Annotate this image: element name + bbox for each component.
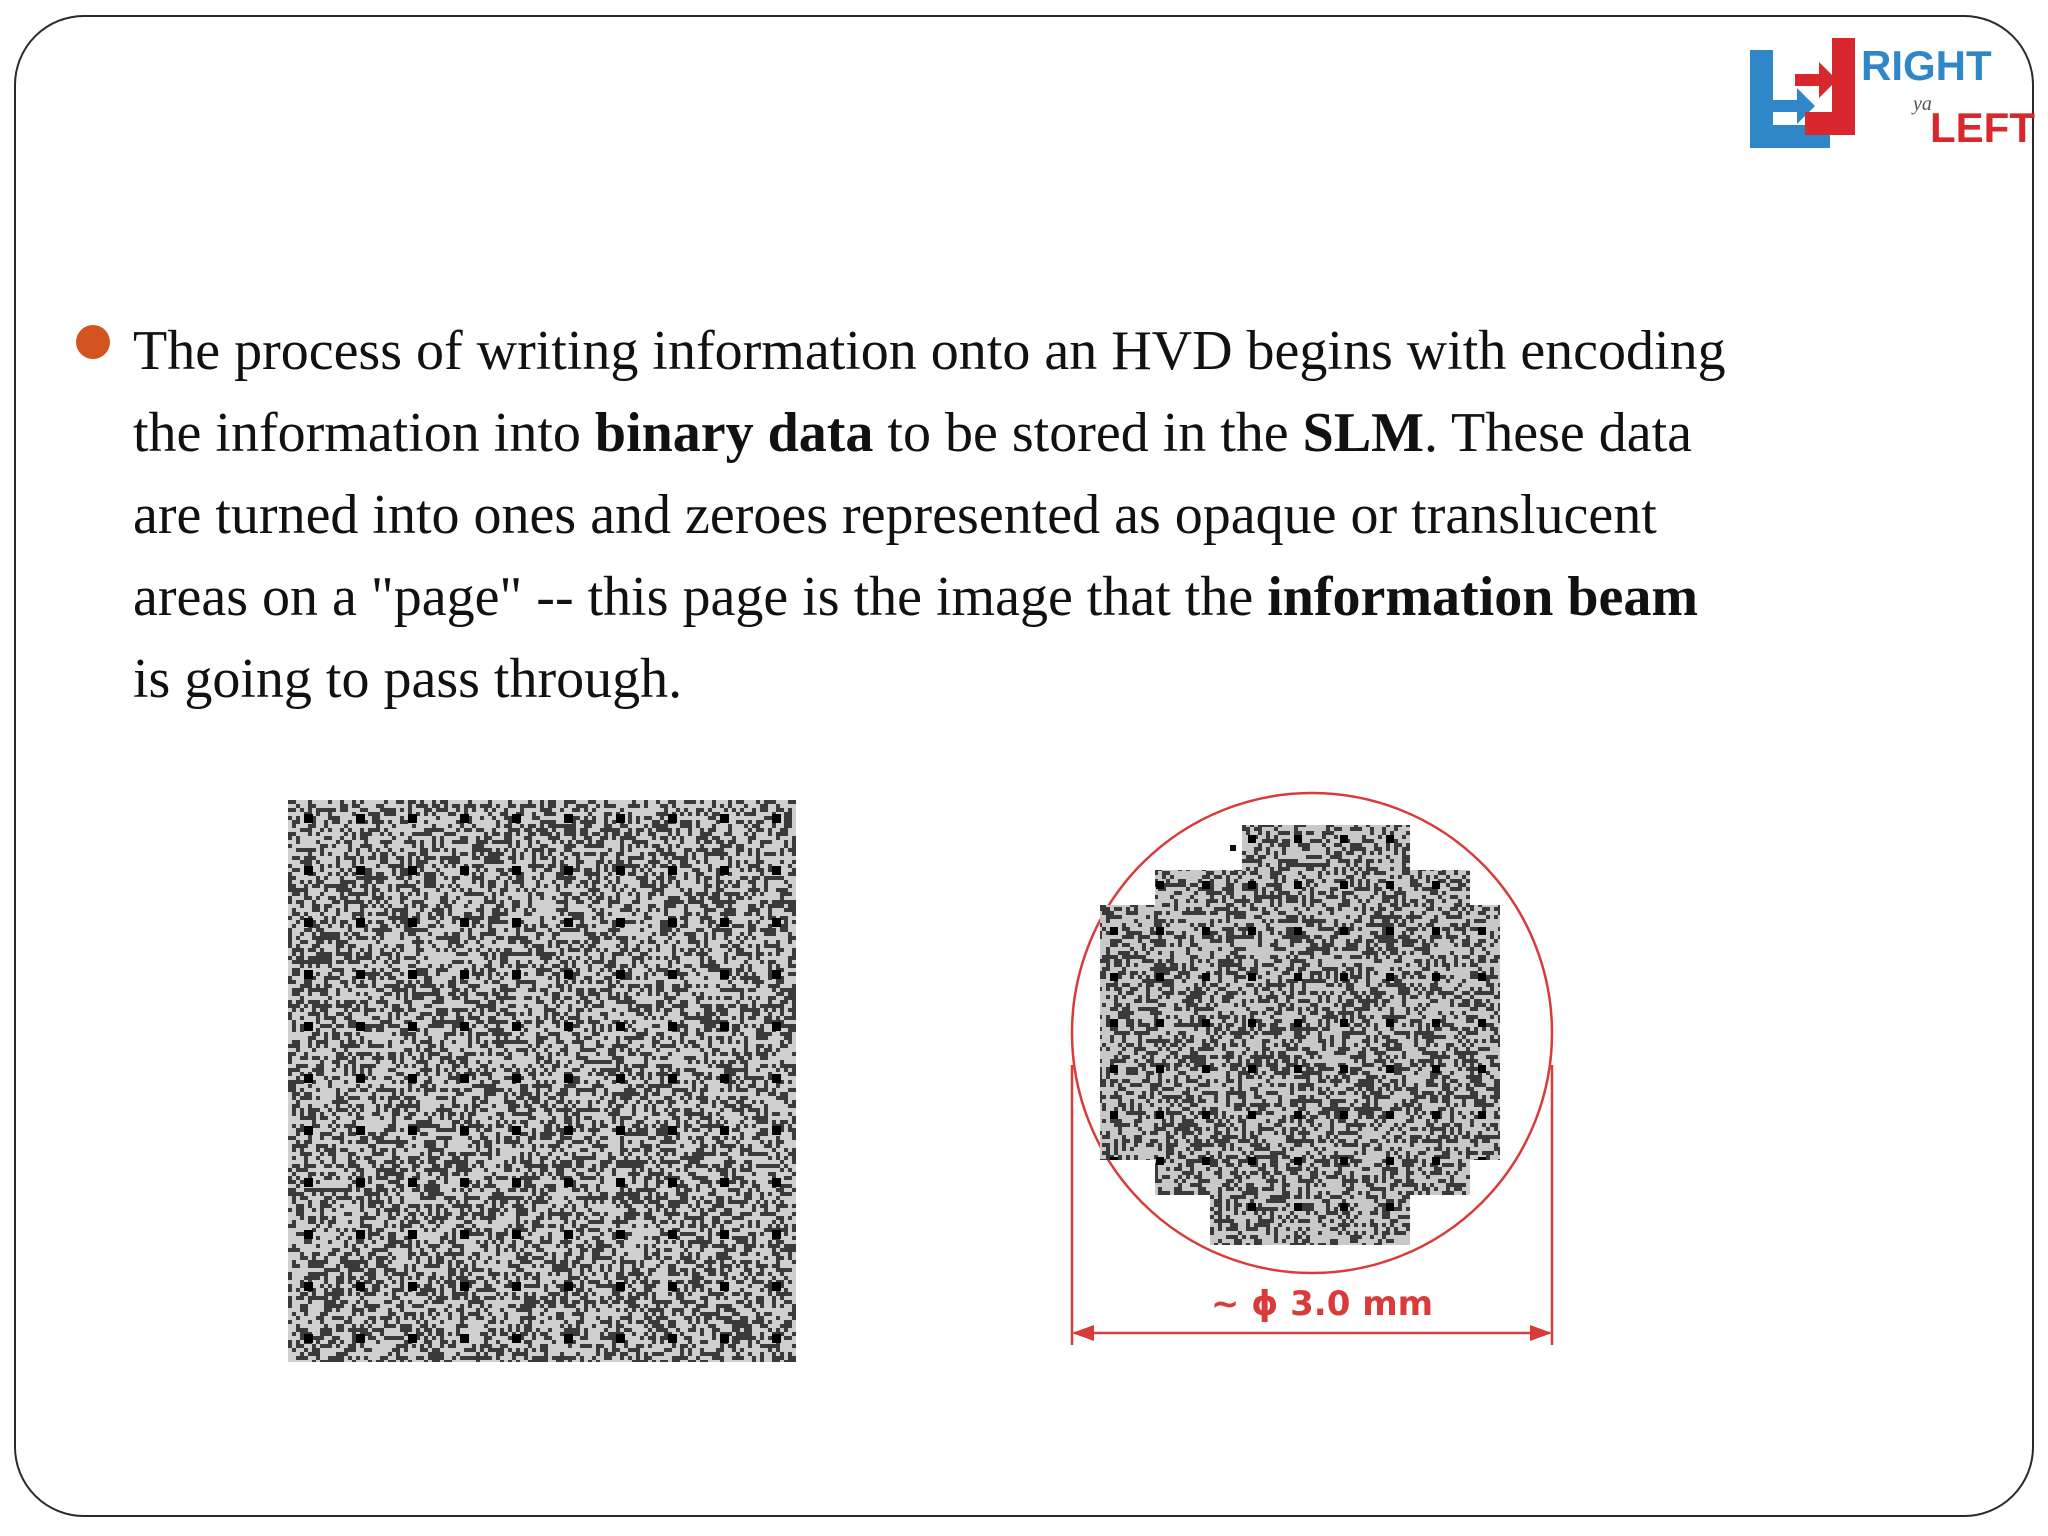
text-run: . These data are turned into ones and zeroes represented as opaque or translucent areas on a "page" -- this page is the image that the — [133, 402, 1692, 628]
bold-term: information beam — [1267, 566, 1699, 628]
slm-data-page-image — [288, 800, 796, 1362]
svg-text:LEFT: LEFT — [1930, 104, 2035, 151]
text-run: to be stored in the — [873, 402, 1303, 464]
text-run: The process of writing information onto an HVD begins with encoding the information into — [133, 320, 1726, 464]
bullet-icon — [76, 325, 110, 359]
text-run: is going to pass through. — [133, 648, 683, 710]
disc-dimension-label: ~ ϕ 3.0 mm — [1210, 1284, 1434, 1324]
bullet-paragraph — [133, 310, 1733, 720]
hologram-disc-image — [1060, 785, 1580, 1350]
bold-term: SLM — [1302, 402, 1425, 464]
bold-term: binary data — [594, 402, 874, 464]
brand-logo — [1735, 30, 2035, 155]
svg-text:ya: ya — [1913, 93, 1932, 115]
svg-text:RIGHT: RIGHT — [1861, 42, 1992, 89]
